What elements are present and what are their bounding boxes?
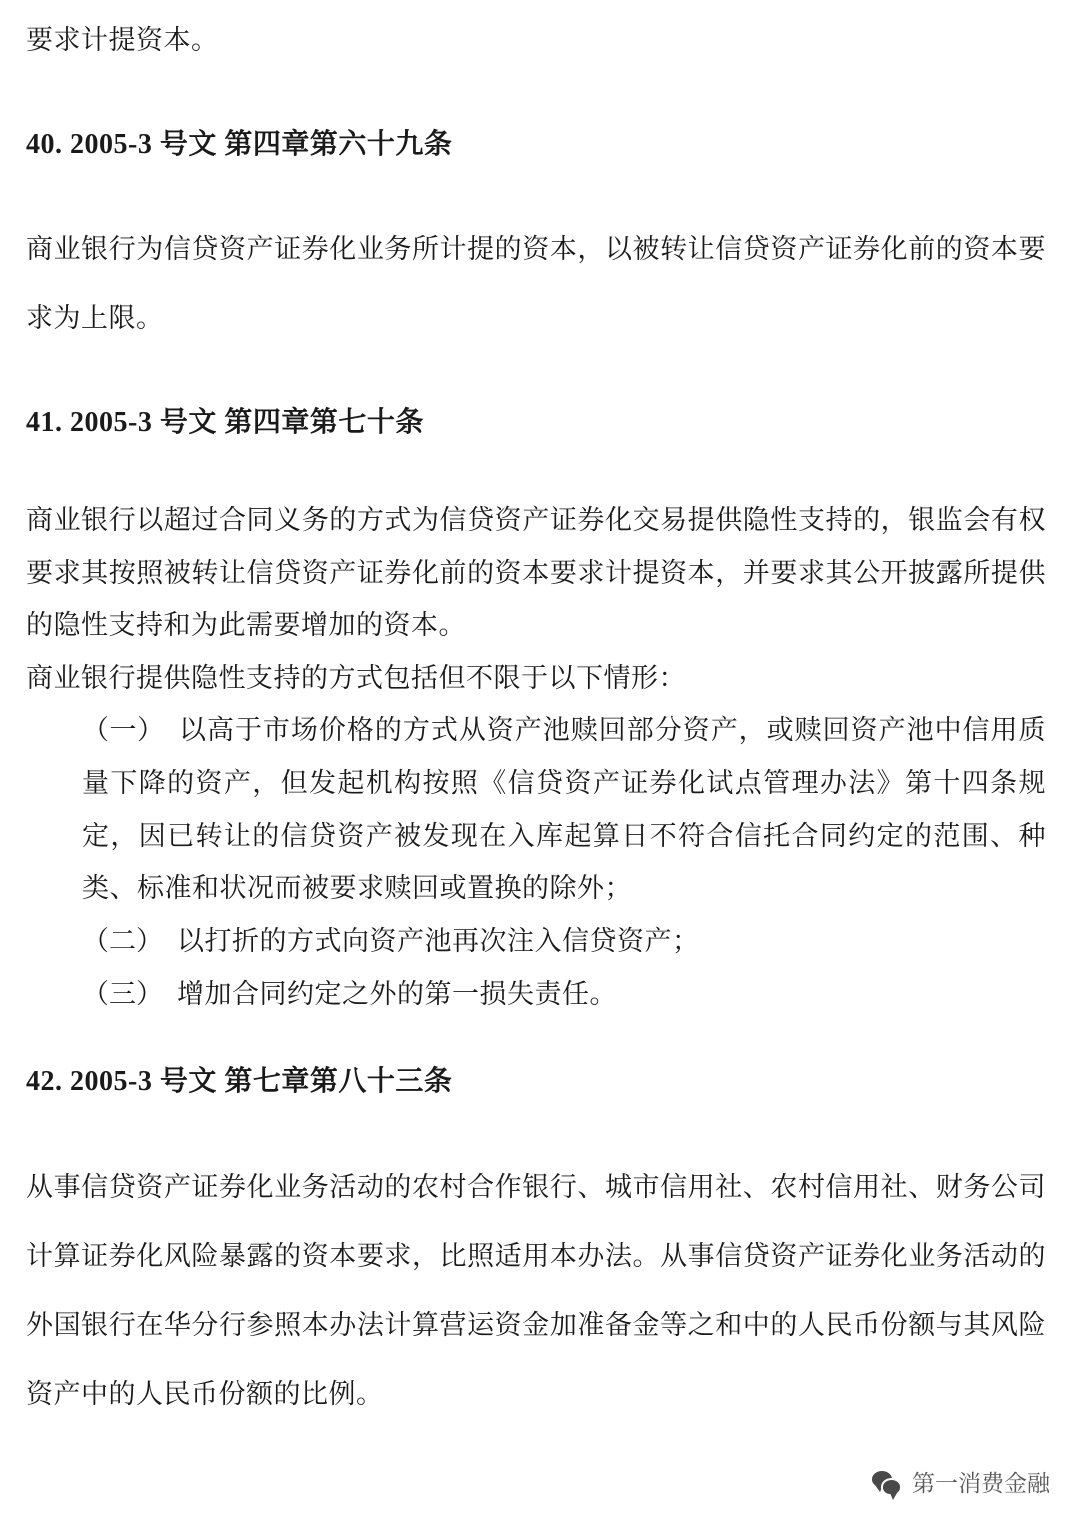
section-heading-41: 41. 2005-3 号文 第四章第七十条	[26, 407, 424, 439]
list-item-text: 以打折的方式向资产池再次注入信贷资产；	[177, 926, 700, 957]
spacer	[26, 446, 1046, 494]
list-item-text: 以高于市场价格的方式从资产池赎回部分资产，或赎回资产池中信用质量下降的资产，但发起机构按照《信贷资产证券化试点管理办法》第十四条规定，因已转让的信贷资产被发现在入库起算日不符合信托合同约定的范围、种类、标准和状况而被要求赎回或置换的除外；	[82, 715, 1047, 904]
spacer	[26, 1105, 1046, 1153]
section-body-40: 商业银行为信贷资产证券化业务所计提的资本，以被转让信贷资产证券化前的资本要求为上限。	[26, 234, 1046, 334]
spacer	[26, 353, 1046, 401]
section-body-42: 从事信贷资产证券化业务活动的农村合作银行、城市信用社、农村信用社、财务公司计算证券化风险暴露的资本要求，比照适用本办法。从事信贷资产证券化业务活动的外国银行在华分行参照本办法计算营运资金加准备金等之和中的人民币份额与其风险资产中的人民币份额的比例。	[26, 1172, 1046, 1409]
wechat-account-watermark	[872, 1465, 1050, 1498]
section-body-41-intro: 商业银行提供隐性支持的方式包括但不限于以下情形：	[26, 662, 686, 693]
list-item	[26, 915, 1046, 968]
list-item	[26, 968, 1046, 1021]
spacer	[26, 1020, 1046, 1060]
spacer	[26, 67, 1046, 123]
list-marker: （三）	[82, 978, 150, 1009]
section-heading-40: 40. 2005-3 号文 第四章第六十九条	[26, 128, 453, 160]
list-item-text: 增加合同约定之外的第一损失责任。	[177, 978, 617, 1009]
wechat-icon	[872, 1469, 902, 1495]
wechat-account-name: 第一消费金融	[912, 1470, 1050, 1496]
list-marker: （一）	[82, 715, 151, 746]
list-marker: （二）	[82, 926, 150, 957]
list-item	[26, 704, 1046, 915]
continued-paragraph: 要求计提资本。	[26, 25, 219, 55]
spacer	[26, 167, 1046, 215]
section-heading-42: 42. 2005-3 号文 第七章第八十三条	[26, 1066, 453, 1098]
section-body-41: 商业银行以超过合同义务的方式为信贷资产证券化交易提供隐性支持的，银监会有权要求其按照被转让信贷资产证券化前的资本要求计提资本，并要求其公开披露所提供的隐性支持和为此需要增加的资本。	[26, 504, 1046, 641]
